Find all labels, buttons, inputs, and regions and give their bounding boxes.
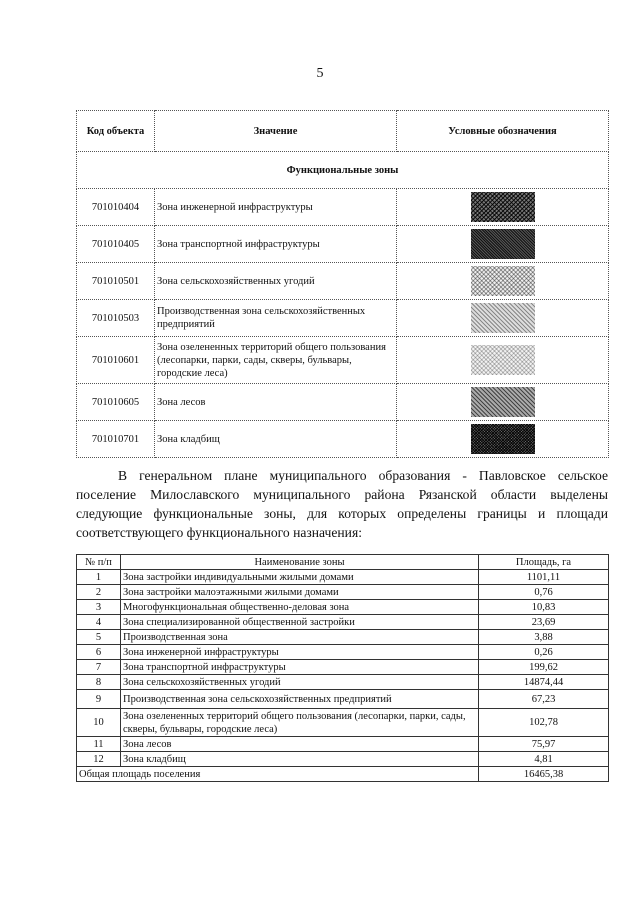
legend-row xyxy=(77,337,609,384)
hatch-swatch xyxy=(471,229,535,259)
zone-name: Зона инженерной инфраструктуры xyxy=(121,645,479,660)
zone-name: Зона озелененных территорий общего пользования (лесопарки, парки, сады, скверы, бульвары, городские леса) xyxy=(155,337,397,384)
legend-row xyxy=(77,300,609,337)
page-number: 5 xyxy=(316,66,324,81)
object-code: 701010701 xyxy=(77,421,155,458)
legend-row xyxy=(77,226,609,263)
table-row xyxy=(77,737,609,752)
total-row xyxy=(77,767,609,782)
header-code: Код объекта xyxy=(77,111,155,152)
table-row xyxy=(77,660,609,675)
zone-area: 3,88 xyxy=(479,630,609,645)
zone-area: 75,97 xyxy=(479,737,609,752)
legend-row xyxy=(77,421,609,458)
object-code: 701010601 xyxy=(77,337,155,384)
zone-area: 199,62 xyxy=(479,660,609,675)
zone-area: 10,83 xyxy=(479,600,609,615)
zone-area: 102,78 xyxy=(479,709,609,737)
hatch-swatch xyxy=(471,303,535,333)
zone-name: Зона застройки малоэтажными жилыми домами xyxy=(121,585,479,600)
zone-name: Зона кладбищ xyxy=(121,752,479,767)
zone-name: Зона застройки индивидуальными жилыми домами xyxy=(121,570,479,585)
legend-row xyxy=(77,189,609,226)
object-code: 701010503 xyxy=(77,300,155,337)
zone-name: Зона сельскохозяйственных угодий xyxy=(121,675,479,690)
section-title: Функциональные зоны xyxy=(77,152,609,189)
zones-header-row xyxy=(77,555,609,570)
zone-area: 0,26 xyxy=(479,645,609,660)
zone-name: Зона лесов xyxy=(121,737,479,752)
section-row xyxy=(77,152,609,189)
legend-symbol xyxy=(397,337,609,384)
table-row xyxy=(77,585,609,600)
row-number: 4 xyxy=(77,615,121,630)
zone-area: 14874,44 xyxy=(479,675,609,690)
hatch-swatch xyxy=(471,424,535,454)
zone-name: Производственная зона xyxy=(121,630,479,645)
object-code: 701010405 xyxy=(77,226,155,263)
zone-name: Зона озелененных территорий общего пользования (лесопарки, парки, сады, скверы, бульвары, городские леса) xyxy=(121,709,479,737)
zone-name: Зона лесов xyxy=(155,384,397,421)
header-number: № п/п xyxy=(77,555,121,570)
table-row xyxy=(77,630,609,645)
legend-symbol xyxy=(397,300,609,337)
row-number: 11 xyxy=(77,737,121,752)
legend-symbol xyxy=(397,189,609,226)
zone-name: Зона сельскохозяйственных угодий xyxy=(155,263,397,300)
zone-name: Зона транспортной инфраструктуры xyxy=(121,660,479,675)
zone-name: Производственная зона сельскохозяйственных предприятий xyxy=(155,300,397,337)
legend-row xyxy=(77,263,609,300)
legend-row xyxy=(77,384,609,421)
row-number: 12 xyxy=(77,752,121,767)
object-code: 701010404 xyxy=(77,189,155,226)
table-row xyxy=(77,615,609,630)
legend-symbol xyxy=(397,226,609,263)
zones-table xyxy=(76,554,609,782)
zone-name: Зона инженерной инфраструктуры xyxy=(155,189,397,226)
zone-name: Многофункциональная общественно-деловая зона xyxy=(121,600,479,615)
hatch-swatch xyxy=(471,266,535,296)
legend-symbol xyxy=(397,384,609,421)
zone-area: 0,76 xyxy=(479,585,609,600)
legend-table xyxy=(76,110,609,458)
zone-area: 1101,11 xyxy=(479,570,609,585)
row-number: 2 xyxy=(77,585,121,600)
header-zone-name: Наименование зоны xyxy=(121,555,479,570)
body-paragraph: В генеральном плане муниципального образования - Павловское сельское поселение Милославского муниципального района Рязанской области выделены следующие функциональные зоны, для которых определены границы и площади соответствующего функционального назначения: xyxy=(76,468,608,540)
row-number: 10 xyxy=(77,709,121,737)
object-code: 701010605 xyxy=(77,384,155,421)
legend-header-row xyxy=(77,111,609,152)
table-row xyxy=(77,600,609,615)
total-area: 16465,38 xyxy=(479,767,609,782)
table-row xyxy=(77,690,609,709)
row-number: 6 xyxy=(77,645,121,660)
zone-area: 23,69 xyxy=(479,615,609,630)
row-number: 5 xyxy=(77,630,121,645)
zone-name: Зона транспортной инфраструктуры xyxy=(155,226,397,263)
legend-symbol xyxy=(397,263,609,300)
table-row xyxy=(77,709,609,737)
legend-symbol xyxy=(397,421,609,458)
zone-area: 4,81 xyxy=(479,752,609,767)
row-number: 9 xyxy=(77,690,121,709)
zone-name: Зона кладбищ xyxy=(155,421,397,458)
row-number: 7 xyxy=(77,660,121,675)
zone-name: Производственная зона сельскохозяйственных предприятий xyxy=(121,690,479,709)
table-row xyxy=(77,752,609,767)
hatch-swatch xyxy=(471,345,535,375)
row-number: 8 xyxy=(77,675,121,690)
total-label: Общая площадь поселения xyxy=(77,767,479,782)
header-symbols: Условные обозначения xyxy=(397,111,609,152)
zone-area: 67,23 xyxy=(479,690,609,709)
hatch-swatch xyxy=(471,387,535,417)
row-number: 3 xyxy=(77,600,121,615)
object-code: 701010501 xyxy=(77,263,155,300)
table-row xyxy=(77,645,609,660)
table-row xyxy=(77,570,609,585)
table-row xyxy=(77,675,609,690)
hatch-swatch xyxy=(471,192,535,222)
row-number: 1 xyxy=(77,570,121,585)
zone-name: Зона специализированной общественной застройки xyxy=(121,615,479,630)
header-area: Площадь, га xyxy=(479,555,609,570)
header-value: Значение xyxy=(155,111,397,152)
